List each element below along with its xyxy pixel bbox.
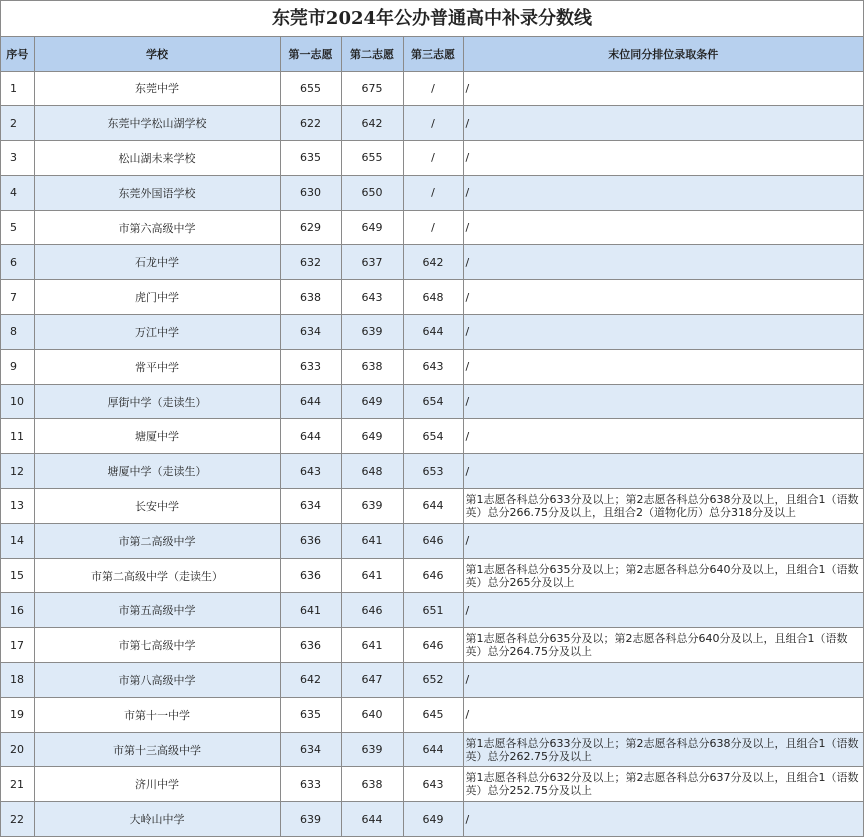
table-row bbox=[1, 175, 863, 210]
table-row bbox=[1, 558, 863, 593]
cell-third-choice: / bbox=[403, 141, 463, 176]
table-row bbox=[1, 802, 863, 837]
cell-first-choice: 636 bbox=[280, 558, 341, 593]
cell-second-choice: 675 bbox=[341, 71, 403, 106]
cell-second-choice: 637 bbox=[341, 245, 403, 280]
cell-index: 16 bbox=[1, 593, 34, 628]
cell-third-choice: 649 bbox=[403, 802, 463, 837]
table-row bbox=[1, 106, 863, 141]
cell-school: 东莞中学 bbox=[34, 71, 280, 106]
table-row bbox=[1, 384, 863, 419]
cell-condition: / bbox=[463, 663, 863, 698]
cell-second-choice: 646 bbox=[341, 593, 403, 628]
cell-condition: / bbox=[463, 384, 863, 419]
cell-third-choice: 643 bbox=[403, 767, 463, 802]
cell-first-choice: 634 bbox=[280, 489, 341, 524]
cell-school: 塘厦中学 bbox=[34, 419, 280, 454]
table-row bbox=[1, 419, 863, 454]
cell-first-choice: 635 bbox=[280, 141, 341, 176]
cell-second-choice: 641 bbox=[341, 558, 403, 593]
header-condition: 末位同分排位录取条件 bbox=[463, 37, 863, 71]
cell-index: 19 bbox=[1, 697, 34, 732]
table-row bbox=[1, 697, 863, 732]
cell-third-choice: / bbox=[403, 175, 463, 210]
cell-second-choice: 639 bbox=[341, 732, 403, 767]
cell-school: 东莞中学松山湖学校 bbox=[34, 106, 280, 141]
cell-school: 松山湖未来学校 bbox=[34, 141, 280, 176]
cell-third-choice: 645 bbox=[403, 697, 463, 732]
cell-first-choice: 639 bbox=[280, 802, 341, 837]
cell-first-choice: 634 bbox=[280, 315, 341, 350]
cell-third-choice: 646 bbox=[403, 628, 463, 663]
cell-third-choice: / bbox=[403, 71, 463, 106]
cell-first-choice: 641 bbox=[280, 593, 341, 628]
cell-school: 市第六高级中学 bbox=[34, 210, 280, 245]
table-row bbox=[1, 71, 863, 106]
cell-index: 1 bbox=[1, 71, 34, 106]
cell-third-choice: 644 bbox=[403, 489, 463, 524]
cell-first-choice: 638 bbox=[280, 280, 341, 315]
cell-first-choice: 632 bbox=[280, 245, 341, 280]
cell-condition: / bbox=[463, 245, 863, 280]
cell-first-choice: 644 bbox=[280, 384, 341, 419]
cell-condition: / bbox=[463, 210, 863, 245]
cell-first-choice: 633 bbox=[280, 767, 341, 802]
table-row bbox=[1, 489, 863, 524]
header-school: 学校 bbox=[34, 37, 280, 71]
cell-condition: 第1志愿各科总分633分及以上；第2志愿各科总分638分及以上，且组合1（语数英）总分262.75分及以上 bbox=[463, 732, 863, 767]
cell-condition: / bbox=[463, 593, 863, 628]
cell-first-choice: 642 bbox=[280, 663, 341, 698]
cell-condition: / bbox=[463, 419, 863, 454]
cell-second-choice: 655 bbox=[341, 141, 403, 176]
cell-second-choice: 638 bbox=[341, 349, 403, 384]
cell-third-choice: 651 bbox=[403, 593, 463, 628]
cell-condition: 第1志愿各科总分632分及以上；第2志愿各科总分637分及以上，且组合1（语数英）总分252.75分及以上 bbox=[463, 767, 863, 802]
cell-third-choice: 644 bbox=[403, 732, 463, 767]
cell-school: 厚街中学（走读生） bbox=[34, 384, 280, 419]
cell-second-choice: 639 bbox=[341, 489, 403, 524]
cell-second-choice: 641 bbox=[341, 628, 403, 663]
cell-condition: / bbox=[463, 454, 863, 489]
table-row bbox=[1, 210, 863, 245]
cell-index: 15 bbox=[1, 558, 34, 593]
cell-index: 9 bbox=[1, 349, 34, 384]
cell-condition: / bbox=[463, 141, 863, 176]
cell-second-choice: 641 bbox=[341, 523, 403, 558]
cell-index: 20 bbox=[1, 732, 34, 767]
cell-second-choice: 643 bbox=[341, 280, 403, 315]
table-row bbox=[1, 732, 863, 767]
header-second-choice: 第二志愿 bbox=[341, 37, 403, 71]
cell-third-choice: 654 bbox=[403, 384, 463, 419]
cell-condition: / bbox=[463, 523, 863, 558]
cell-school: 市第二高级中学（走读生） bbox=[34, 558, 280, 593]
cell-third-choice: 652 bbox=[403, 663, 463, 698]
cell-index: 11 bbox=[1, 419, 34, 454]
cell-school: 万江中学 bbox=[34, 315, 280, 350]
cell-first-choice: 636 bbox=[280, 628, 341, 663]
table-row bbox=[1, 245, 863, 280]
cell-first-choice: 655 bbox=[280, 71, 341, 106]
cell-first-choice: 633 bbox=[280, 349, 341, 384]
cell-index: 17 bbox=[1, 628, 34, 663]
cell-school: 石龙中学 bbox=[34, 245, 280, 280]
cell-school: 市第七高级中学 bbox=[34, 628, 280, 663]
cell-condition: / bbox=[463, 71, 863, 106]
cell-school: 市第八高级中学 bbox=[34, 663, 280, 698]
cell-first-choice: 636 bbox=[280, 523, 341, 558]
cell-school: 常平中学 bbox=[34, 349, 280, 384]
cell-condition: / bbox=[463, 315, 863, 350]
cell-second-choice: 648 bbox=[341, 454, 403, 489]
cell-index: 8 bbox=[1, 315, 34, 350]
cell-school: 市第十三高级中学 bbox=[34, 732, 280, 767]
cell-school: 塘厦中学（走读生） bbox=[34, 454, 280, 489]
header-row bbox=[1, 37, 863, 71]
cell-third-choice: 643 bbox=[403, 349, 463, 384]
cell-index: 7 bbox=[1, 280, 34, 315]
cell-school: 市第五高级中学 bbox=[34, 593, 280, 628]
cell-third-choice: 653 bbox=[403, 454, 463, 489]
cell-school: 东莞外国语学校 bbox=[34, 175, 280, 210]
cell-second-choice: 649 bbox=[341, 210, 403, 245]
cell-index: 6 bbox=[1, 245, 34, 280]
cell-index: 22 bbox=[1, 802, 34, 837]
cell-second-choice: 649 bbox=[341, 384, 403, 419]
cell-first-choice: 644 bbox=[280, 419, 341, 454]
cell-condition: / bbox=[463, 349, 863, 384]
cell-second-choice: 650 bbox=[341, 175, 403, 210]
cell-condition: 第1志愿各科总分633分及以上；第2志愿各科总分638分及以上，且组合1（语数英）总分266.75分及以上，且组合2（道物化历）总分318分及以上 bbox=[463, 489, 863, 524]
cell-condition: 第1志愿各科总分635分及以；第2志愿各科总分640分及以上，且组合1（语数英）总分264.75分及以上 bbox=[463, 628, 863, 663]
cell-third-choice: 644 bbox=[403, 315, 463, 350]
cell-school: 虎门中学 bbox=[34, 280, 280, 315]
cell-index: 21 bbox=[1, 767, 34, 802]
cell-third-choice: / bbox=[403, 210, 463, 245]
cell-condition: / bbox=[463, 280, 863, 315]
cell-school: 市第二高级中学 bbox=[34, 523, 280, 558]
cell-index: 5 bbox=[1, 210, 34, 245]
cell-third-choice: / bbox=[403, 106, 463, 141]
cell-second-choice: 640 bbox=[341, 697, 403, 732]
cell-condition: / bbox=[463, 697, 863, 732]
cell-index: 10 bbox=[1, 384, 34, 419]
cell-second-choice: 649 bbox=[341, 419, 403, 454]
cell-first-choice: 635 bbox=[280, 697, 341, 732]
cell-third-choice: 646 bbox=[403, 523, 463, 558]
cell-school: 长安中学 bbox=[34, 489, 280, 524]
table-row bbox=[1, 349, 863, 384]
table-row bbox=[1, 280, 863, 315]
cell-first-choice: 634 bbox=[280, 732, 341, 767]
table-row bbox=[1, 141, 863, 176]
table-title: 东莞市2024年公办普通高中补录分数线 bbox=[1, 0, 863, 37]
cell-school: 市第十一中学 bbox=[34, 697, 280, 732]
cell-third-choice: 654 bbox=[403, 419, 463, 454]
cell-index: 2 bbox=[1, 106, 34, 141]
cell-condition: / bbox=[463, 802, 863, 837]
header-index: 序号 bbox=[1, 37, 34, 71]
cell-index: 18 bbox=[1, 663, 34, 698]
cell-third-choice: 642 bbox=[403, 245, 463, 280]
cell-second-choice: 639 bbox=[341, 315, 403, 350]
header-third-choice: 第三志愿 bbox=[403, 37, 463, 71]
cell-third-choice: 648 bbox=[403, 280, 463, 315]
table-row bbox=[1, 628, 863, 663]
cell-index: 3 bbox=[1, 141, 34, 176]
table-row bbox=[1, 767, 863, 802]
score-table bbox=[1, 37, 863, 837]
cell-second-choice: 638 bbox=[341, 767, 403, 802]
cell-condition: 第1志愿各科总分635分及以上；第2志愿各科总分640分及以上，且组合1（语数英）总分265分及以上 bbox=[463, 558, 863, 593]
cell-second-choice: 642 bbox=[341, 106, 403, 141]
cell-school: 大岭山中学 bbox=[34, 802, 280, 837]
cell-index: 12 bbox=[1, 454, 34, 489]
cell-first-choice: 643 bbox=[280, 454, 341, 489]
cell-first-choice: 622 bbox=[280, 106, 341, 141]
header-first-choice: 第一志愿 bbox=[280, 37, 341, 71]
table-row bbox=[1, 454, 863, 489]
table-row bbox=[1, 315, 863, 350]
cell-first-choice: 630 bbox=[280, 175, 341, 210]
cell-second-choice: 644 bbox=[341, 802, 403, 837]
cell-second-choice: 647 bbox=[341, 663, 403, 698]
cell-third-choice: 646 bbox=[403, 558, 463, 593]
cell-index: 4 bbox=[1, 175, 34, 210]
cell-school: 济川中学 bbox=[34, 767, 280, 802]
table-row bbox=[1, 663, 863, 698]
table-row bbox=[1, 523, 863, 558]
cell-condition: / bbox=[463, 175, 863, 210]
cell-condition: / bbox=[463, 106, 863, 141]
cell-index: 13 bbox=[1, 489, 34, 524]
cell-index: 14 bbox=[1, 523, 34, 558]
cell-first-choice: 629 bbox=[280, 210, 341, 245]
table-row bbox=[1, 593, 863, 628]
